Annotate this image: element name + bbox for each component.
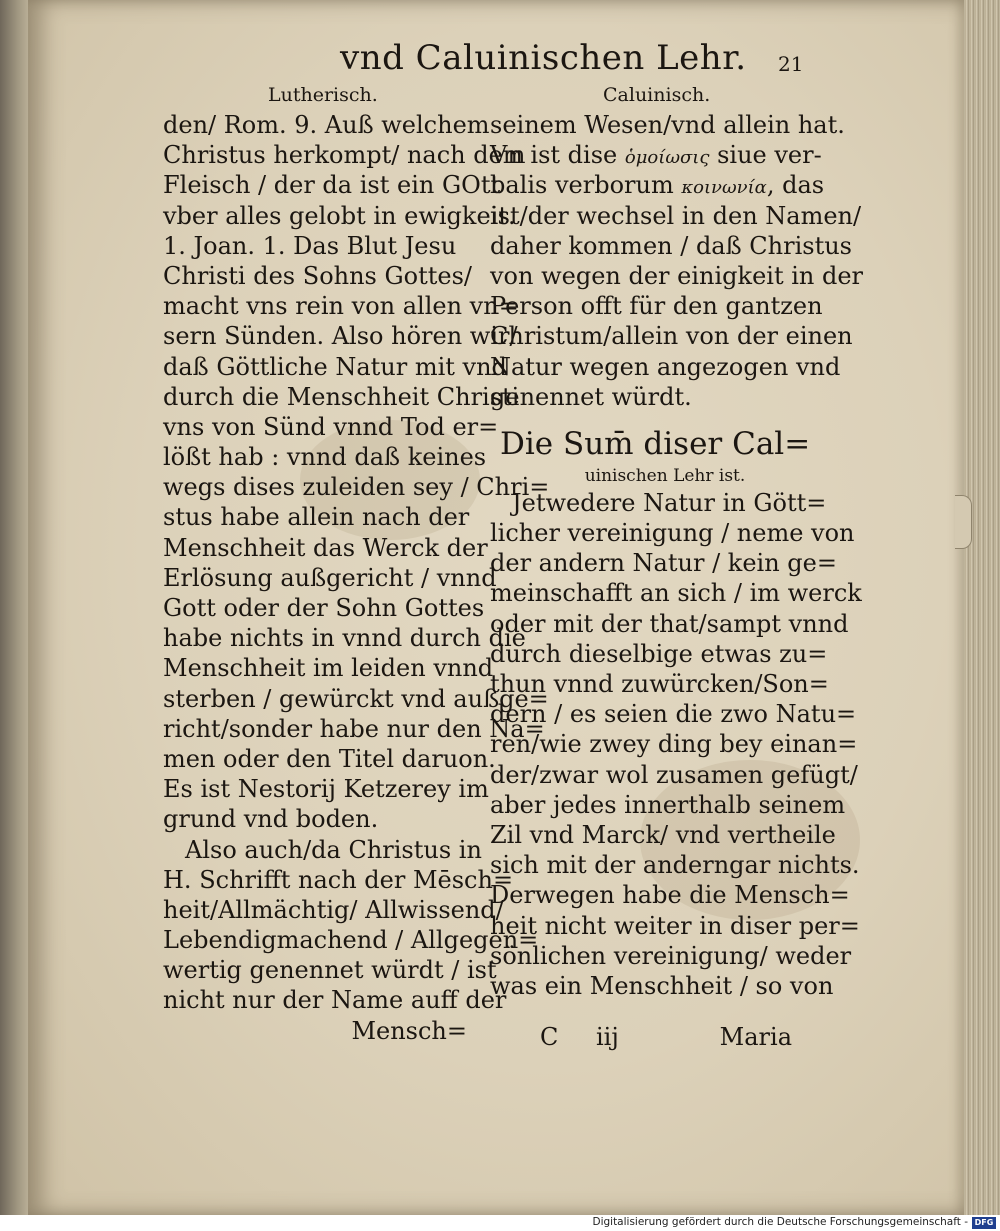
text-line: seinem Wesen/vnd allein hat. xyxy=(490,111,845,139)
text-fragment: siue ver- xyxy=(717,141,822,170)
text-line: Natur wegen angezogen vnd xyxy=(490,352,841,381)
text-line: der andern Natur / kein ge= xyxy=(490,549,837,578)
text-line: Derwegen habe die Mensch= xyxy=(490,881,850,910)
text-line: ist/der wechsel in den Namen/ xyxy=(490,201,862,230)
left-column-text xyxy=(163,110,550,1046)
running-head: vnd Caluinischen Lehr. xyxy=(340,38,747,78)
text-line: stus habe allein nach der xyxy=(163,503,470,532)
text-line: 1. Joan. 1. Das Blut Jesu xyxy=(163,231,457,260)
text-fragment: Vn ist dise xyxy=(490,141,618,170)
text-line: H. Schrifft nach der Mēsch= xyxy=(163,865,514,894)
text-line: nicht nur der Name auff der xyxy=(163,986,507,1015)
text-line: was ein Menschheit / so von xyxy=(490,971,834,1000)
catchword: Mensch= xyxy=(351,1016,467,1045)
text-line: daher kommen / daß Christus xyxy=(490,231,852,260)
right-column-text xyxy=(490,110,864,1001)
text-fragment: balis verborum xyxy=(490,171,674,200)
digitization-credit: Digitalisierung gefördert durch die Deutsche Forschungsgemeinschaft - xyxy=(592,1216,968,1228)
text-line: macht vns rein von allen vn= xyxy=(163,292,519,321)
text-line: durch die Menschheit Christi xyxy=(163,382,520,411)
text-line: meinschafft an sich / im werck xyxy=(490,579,862,608)
section-title: Die Sum̄ diser Cal= xyxy=(500,425,811,462)
signature-number: iij xyxy=(596,1023,619,1051)
text-line: Zil vnd Marck/ vnd vertheile xyxy=(490,820,836,849)
text-line: Es ist Nestorij Ketzerey im xyxy=(163,775,489,804)
paragraph-first-line: Jetwedere Natur in Gött= xyxy=(512,488,827,517)
text-line: heit/Allmächtig/ Allwissend/ xyxy=(163,895,504,924)
text-line: dern / es seien die zwo Natu= xyxy=(490,700,857,729)
text-fragment: , das xyxy=(766,171,825,200)
text-line: Christum/allein von der einen xyxy=(490,322,853,351)
dfg-logo-icon: DFG xyxy=(972,1217,996,1229)
text-line: Lebendigmachend / Allgegen= xyxy=(163,926,539,955)
text-line: licher vereinigung / neme von xyxy=(490,519,855,548)
text-line: wertig genennet würdt / ist xyxy=(163,956,497,985)
text-line: sern Sünden. Also hören wir/ xyxy=(163,322,518,351)
text-line: genennet würdt. xyxy=(490,382,692,411)
text-line: Erlösung außgericht / vnnd xyxy=(163,563,497,592)
left-column-heading: Lutherisch. xyxy=(268,84,378,106)
text-line: heit nicht weiter in diser per= xyxy=(490,911,860,940)
text-line: Menschheit das Werck der xyxy=(163,533,488,562)
text-line-with-greek xyxy=(490,170,825,200)
text-line: men oder den Titel daruon. xyxy=(163,744,496,773)
text-line: habe nichts in vnnd durch die xyxy=(163,624,526,653)
text-line: Person offt für den gantzen xyxy=(490,292,823,321)
text-line: ren/wie zwey ding bey einan= xyxy=(490,730,858,759)
text-line: sterben / gewürckt vnd außge= xyxy=(163,684,549,713)
text-line: daß Göttliche Natur mit vnd xyxy=(163,352,507,381)
text-line: aber jedes innerthalb seinem xyxy=(490,790,846,819)
page-tab-mark xyxy=(955,495,972,549)
text-line: vber alles gelobt in ewigkeit. xyxy=(163,201,516,230)
text-line: wegs dises zuleiden sey / Chri= xyxy=(163,473,550,502)
text-line: Menschheit im leiden vnnd xyxy=(163,654,494,683)
right-column-heading: Caluinisch. xyxy=(603,84,711,106)
signature-mark: C xyxy=(540,1023,559,1051)
text-line: der/zwar wol zusamen gefügt/ xyxy=(490,760,858,789)
catchword: Maria xyxy=(719,1023,792,1051)
text-line: Christi des Sohns Gottes/ xyxy=(163,261,473,290)
paragraph-first-line: Also auch/da Christus in xyxy=(185,835,482,864)
page-number: 21 xyxy=(778,52,804,76)
text-line: den/ Rom. 9. Auß welchem xyxy=(163,111,490,139)
text-line-with-greek xyxy=(490,140,822,170)
text-line: sönlichen vereinigung/ weder xyxy=(490,941,852,970)
text-line: richt/sonder habe nur den Na= xyxy=(163,714,545,743)
text-line: sich mit der anderngar nichts. xyxy=(490,851,860,880)
text-line: thun vnnd zuwürcken/Son= xyxy=(490,670,829,698)
greek-term: ὁμοίωσις xyxy=(624,147,710,169)
text-line: durch dieselbige etwas zu= xyxy=(490,639,828,668)
text-line: oder mit der that/sampt vnnd xyxy=(490,609,849,638)
text-line: Gott oder der Sohn Gottes xyxy=(163,594,485,622)
text-line: lößt hab : vnnd daß keines xyxy=(163,443,487,472)
text-line: Fleisch / der da ist ein GOtt xyxy=(163,171,501,200)
text-line: grund vnd boden. xyxy=(163,805,379,834)
text-line: Christus herkompt/ nach dem xyxy=(163,141,526,170)
section-subtitle: uinischen Lehr ist. xyxy=(584,465,746,486)
text-line: von wegen der einigkeit in der xyxy=(490,261,864,290)
greek-term: κοινωνία xyxy=(681,177,767,199)
text-line: vns von Sünd vnnd Tod er= xyxy=(163,412,499,441)
